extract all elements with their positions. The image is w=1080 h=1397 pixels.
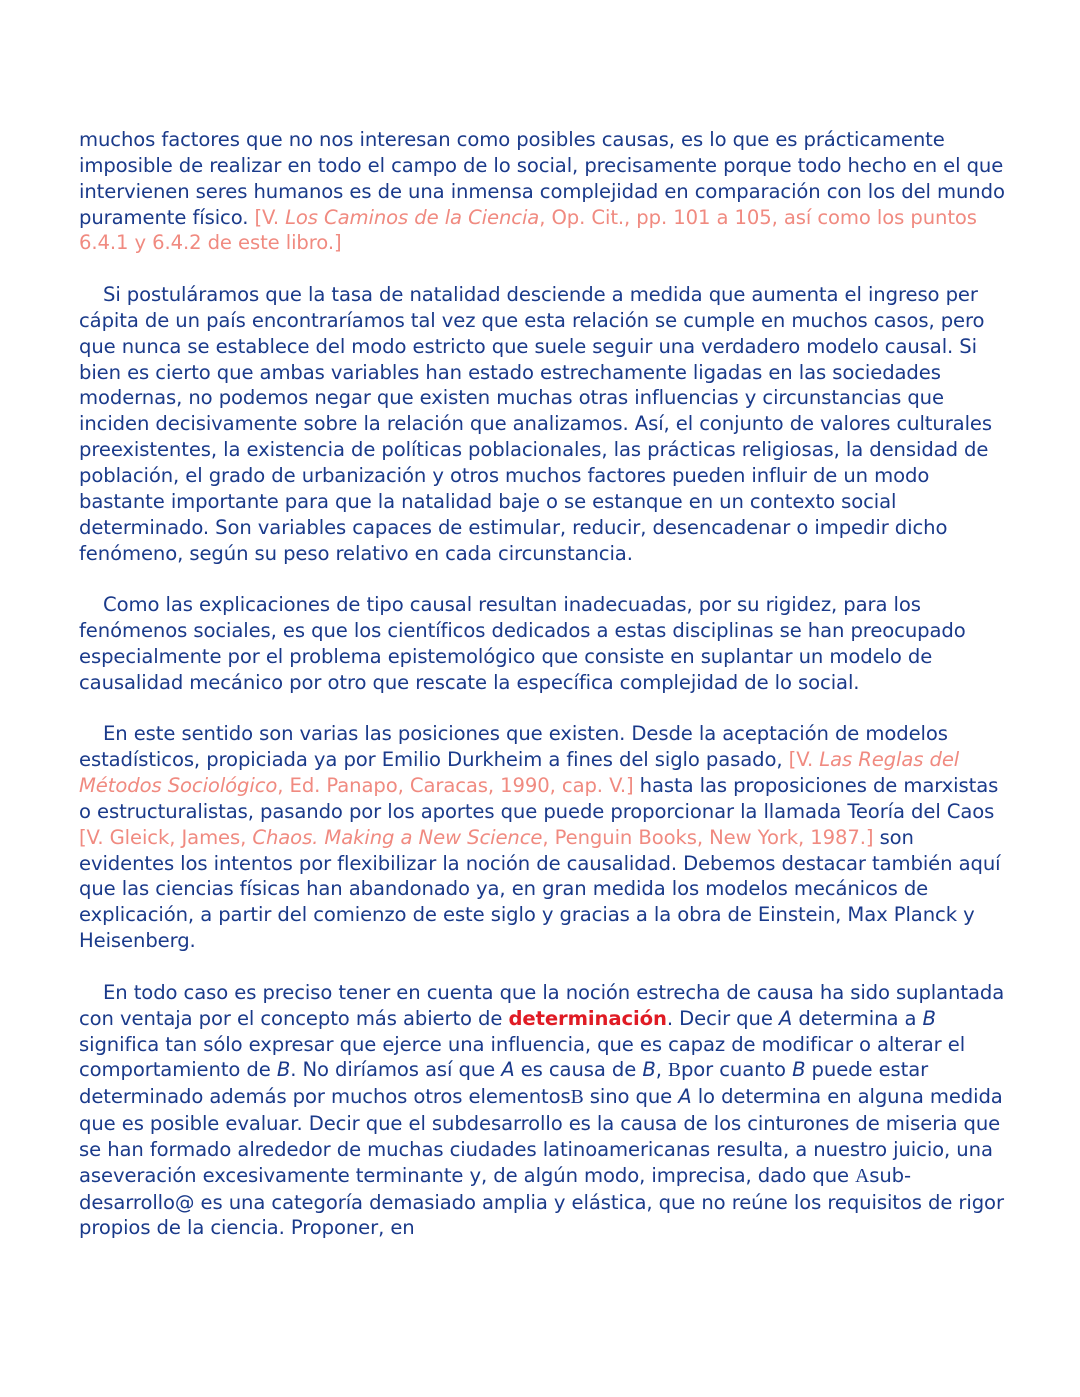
encoding-glyph: B (570, 1087, 584, 1109)
variable: B (922, 1006, 936, 1030)
variable: A (678, 1085, 692, 1109)
reference-title: Las Reglas del Métodos Sociológico (79, 748, 960, 798)
paragraph-1 (79, 127, 1014, 256)
variable: B (642, 1058, 656, 1082)
reference-note: [V. Gleick, James, Chaos. Making a New Science, Penguin Books, New York, 1987.] (79, 825, 874, 849)
encoding-glyph: A (855, 1165, 870, 1187)
paragraph-5: En todo caso es preciso tener en cuenta que la noción estrecha de causa ha sido suplantada con ventaja por el concepto más abierto de determinación. Decir que A determina a B significa tan sólo expresar que ejerce una influencia, que es capaz de modificar o alterar el comportamiento de B. No diríamos así que A es causa de B, Bpor cuanto B puede estar determinado además por muchos otros elementosB sino que A lo determina en alguna medida que es posible evaluar. Decir que el subdesarrollo es la causa de los cinturones de miseria que se han formado alrededor de muchas ciudades latinoamericanas resulta, a nuestro juicio, una aseveración excesivamente terminante y, de algún modo, imprecisa, dado que Asub-desarrollo@ es una categoría demasiado amplia y elástica, que no reúne los requisitos de rigor propios de la ciencia. Proponer, en (79, 980, 1005, 1240)
key-term: determinación (508, 1006, 667, 1030)
paragraph-text: hasta las proposiciones de marxistas o estructuralistas, pasando por los aportes que puede proporcionar la llamada Teoría del Caos (79, 774, 999, 823)
paragraph-text: muchos factores que no nos interesan como posibles causas, es lo que es prácticamente imposible de realizar en todo el campo de lo social, precisamente porque todo hecho en el que intervienen seres humanos es de una inmensa complejidad en comparación con los del mundo puramente físico. (79, 128, 1005, 229)
paragraph-text: En este sentido son varias las posiciones que existen. Desde la aceptación de modelos estadísticos, propiciada ya por Emilio Durkheim a fines del siglo pasado, (79, 722, 948, 772)
paragraph-4 (79, 721, 1014, 954)
variable: B (276, 1058, 291, 1082)
paragraph-3: Como las explicaciones de tipo causal resultan inadecuadas, por su rigidez, para los fenómenos sociales, es que los científicos dedicados a estas disciplinas se han preocupado especialmente por el problema epistemológico que consiste en suplantar un modelo de causalidad mecánico por otro que rescate la específica complejidad de lo social. (79, 593, 966, 694)
reference-note: [V. Los Caminos de la Ciencia, Op. Cit., pp. 101 a 105, así como los puntos 6.4.1 y 6.4.2 de este libro.] (79, 205, 977, 255)
paragraph-2: Si postuláramos que la tasa de natalidad desciende a medida que aumenta el ingreso per cápita de un país encontraríamos tal vez que esta relación se cumple en muchos casos, pero que nunca se establece del modo estricto que suele seguir una verdadero modelo causal. Si bien es cierto que ambas variables han estado estrechamente ligadas en las sociedades modernas, no podemos negar que existen muchas otras influencias y circunstancias que inciden decisivamente sobre la relación que analizamos. Así, el conjunto de valores culturales preexistentes, la existencia de políticas poblacionales, las prácticas religiosas, la densidad de población, el grado de urbanización y otros muchos factores pueden influir de un modo bastante importante para que la natalidad baje o se estanque en un contexto social determinado. Son variables capaces de estimular, reducir, desencadenar o impedir dicho fenómeno, según su peso relativo en cada circunstancia. (79, 283, 992, 565)
variable: A (778, 1006, 793, 1030)
reference-note: [V. Las Reglas del Métodos Sociológico, Ed. Panapo, Caracas, 1990, cap. V.] (79, 748, 960, 798)
variable: A (501, 1058, 515, 1082)
variable: B (792, 1058, 806, 1082)
encoding-glyph: B (667, 1060, 681, 1082)
paragraph-text: son evidentes los intentos por flexibilizar la noción de causalidad. Debemos destacar también aquí que las ciencias físicas han abandonado ya, en gran medida los modelos mecánicos de explicación, a partir del comienzo de este siglo y gracias a la obra de Einstein, Max Planck y Heisenberg. (79, 825, 1001, 953)
reference-title: Chaos. Making a New Science (252, 825, 543, 849)
document-page (79, 127, 1014, 1267)
reference-title: Los Caminos de la Ciencia (285, 205, 540, 229)
